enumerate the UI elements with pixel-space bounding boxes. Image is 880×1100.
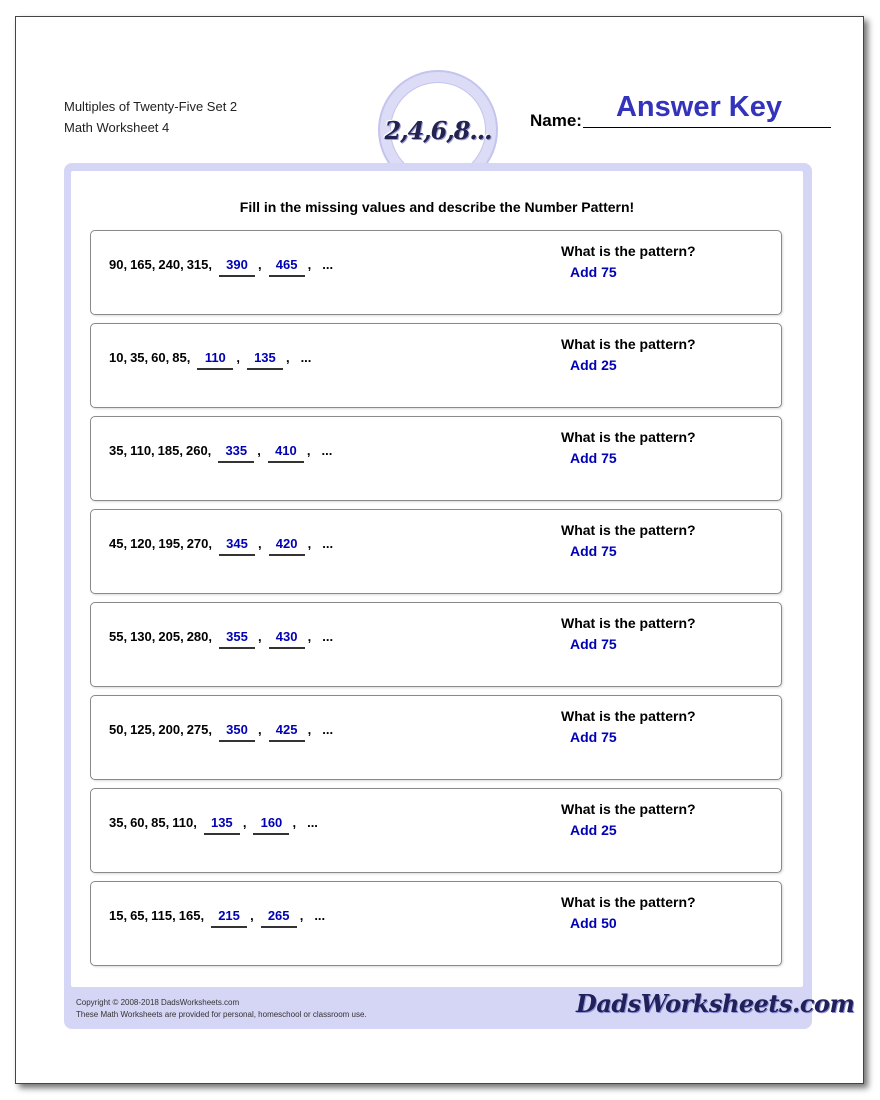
- given-number: 240,: [158, 257, 184, 272]
- ellipsis: ...: [322, 629, 334, 644]
- problem-box: [90, 881, 782, 966]
- pattern-question: What is the pattern?: [561, 336, 696, 352]
- answer-blank[interactable]: 215: [211, 908, 247, 928]
- ellipsis: ...: [307, 815, 318, 830]
- answer-blank[interactable]: 430: [269, 629, 305, 649]
- problem-box: [90, 416, 782, 501]
- given-number: 50,: [109, 722, 128, 737]
- number-sequence: [109, 350, 311, 370]
- comma-separator: ,: [307, 629, 312, 644]
- problem-box: [90, 695, 782, 780]
- comma-separator: ,: [306, 443, 311, 458]
- answer-blank[interactable]: 390: [219, 257, 255, 277]
- comma-separator: ,: [242, 815, 247, 830]
- pattern-answer[interactable]: Add 75: [570, 729, 617, 745]
- answer-blank[interactable]: 265: [261, 908, 297, 928]
- pattern-answer[interactable]: Add 25: [570, 822, 617, 838]
- given-number: 260,: [185, 443, 212, 458]
- pattern-answer[interactable]: Add 75: [570, 450, 617, 466]
- title-line-1: Multiples of Twenty-Five Set 2: [64, 99, 238, 114]
- given-number: 205,: [158, 629, 184, 644]
- ellipsis: ...: [322, 536, 334, 551]
- given-number: 125,: [130, 722, 156, 737]
- problems-panel: [69, 169, 805, 989]
- given-number: 275,: [186, 722, 213, 737]
- comma-separator: ,: [258, 257, 262, 272]
- comma-separator: ,: [236, 350, 240, 365]
- given-number: 55,: [109, 629, 128, 644]
- number-sequence: [109, 908, 325, 928]
- comma-separator: ,: [258, 629, 262, 644]
- answer-blank[interactable]: 135: [247, 350, 283, 370]
- answer-blank[interactable]: 345: [219, 536, 255, 556]
- copyright-text: Copyright © 2008-2018 DadsWorksheets.com: [76, 998, 240, 1007]
- ellipsis: ...: [322, 257, 334, 272]
- comma-separator: ,: [307, 722, 312, 737]
- comma-separator: ,: [285, 350, 290, 365]
- given-number: 90,: [109, 257, 128, 272]
- given-number: 315,: [186, 257, 213, 272]
- given-number: 280,: [186, 629, 213, 644]
- comma-separator: ,: [292, 815, 297, 830]
- name-line: [583, 127, 831, 128]
- given-number: 165,: [130, 257, 156, 272]
- given-number: 60,: [130, 815, 149, 830]
- problem-box: [90, 602, 782, 687]
- given-number: 110,: [130, 443, 155, 458]
- given-number: 85,: [172, 350, 191, 365]
- instructions: Fill in the missing values and describe the Number Pattern!: [239, 199, 635, 215]
- brand-logo: DadsWorksheets.com: [576, 989, 855, 1018]
- pattern-question: What is the pattern?: [561, 615, 696, 631]
- pattern-answer[interactable]: Add 50: [570, 915, 617, 931]
- given-number: 130,: [130, 629, 156, 644]
- pattern-question: What is the pattern?: [561, 708, 696, 724]
- pattern-question: What is the pattern?: [561, 801, 696, 817]
- title-line-2: Math Worksheet 4: [64, 120, 170, 135]
- name-label: Name:: [530, 111, 582, 130]
- comma-separator: ,: [299, 908, 304, 923]
- pattern-question: What is the pattern?: [561, 522, 696, 538]
- given-number: 35,: [109, 443, 128, 458]
- answer-blank[interactable]: 160: [253, 815, 289, 835]
- problem-box: [90, 323, 782, 408]
- comma-separator: ,: [257, 443, 261, 458]
- comma-separator: ,: [307, 536, 312, 551]
- number-sequence: [109, 722, 333, 742]
- given-number: 10,: [109, 350, 128, 365]
- given-number: 200,: [158, 722, 184, 737]
- answer-blank[interactable]: 110: [197, 350, 233, 370]
- comma-separator: ,: [258, 536, 262, 551]
- worksheet-title: [64, 96, 237, 138]
- answer-blank[interactable]: 410: [268, 443, 304, 463]
- answer-blank[interactable]: 465: [269, 257, 305, 277]
- number-sequence: [109, 443, 332, 463]
- comma-separator: ,: [250, 908, 254, 923]
- problem-box: [90, 788, 782, 873]
- problem-box: [90, 509, 782, 594]
- pattern-question: What is the pattern?: [561, 429, 696, 445]
- answer-blank[interactable]: 425: [269, 722, 305, 742]
- given-number: 35,: [130, 350, 149, 365]
- given-number: 115,: [151, 908, 176, 923]
- given-number: 195,: [158, 536, 184, 551]
- given-number: 85,: [151, 815, 170, 830]
- given-number: 65,: [130, 908, 149, 923]
- ellipsis: ...: [322, 722, 334, 737]
- given-number: 60,: [151, 350, 170, 365]
- ellipsis: ...: [321, 443, 333, 458]
- footer: [76, 997, 367, 1021]
- number-sequence: [109, 536, 333, 556]
- comma-separator: ,: [307, 257, 312, 272]
- given-number: 15,: [109, 908, 128, 923]
- given-number: 185,: [157, 443, 183, 458]
- answer-blank[interactable]: 335: [218, 443, 254, 463]
- given-number: 120,: [130, 536, 156, 551]
- answer-blank[interactable]: 350: [219, 722, 255, 742]
- pattern-answer[interactable]: Add 25: [570, 357, 617, 373]
- answer-blank[interactable]: 420: [269, 536, 305, 556]
- given-number: 165,: [178, 908, 205, 923]
- pattern-answer[interactable]: Add 75: [570, 636, 617, 652]
- answer-blank[interactable]: 355: [219, 629, 255, 649]
- worksheet-frame: [64, 163, 855, 1029]
- ellipsis: ...: [314, 908, 326, 923]
- pattern-question: What is the pattern?: [561, 243, 696, 259]
- number-sequence: [109, 257, 333, 277]
- pattern-answer[interactable]: Add 75: [570, 264, 617, 280]
- problem-box: [90, 230, 782, 315]
- given-number: 110,: [172, 815, 197, 830]
- given-number: 270,: [186, 536, 213, 551]
- ellipsis: ...: [300, 350, 312, 365]
- pattern-answer[interactable]: Add 75: [570, 543, 617, 559]
- pattern-question: What is the pattern?: [561, 894, 696, 910]
- number-sequence: [109, 815, 318, 835]
- logo-text: 2,4,6,8...: [384, 115, 492, 145]
- comma-separator: ,: [258, 722, 262, 737]
- given-number: 45,: [109, 536, 128, 551]
- given-number: 35,: [109, 815, 128, 830]
- number-sequence: [109, 629, 333, 649]
- usage-notice: These Math Worksheets are provided for personal, homeschool or classroom use.: [76, 1010, 367, 1019]
- answer-key-heading: Answer Key: [615, 91, 782, 123]
- answer-blank[interactable]: 135: [204, 815, 240, 835]
